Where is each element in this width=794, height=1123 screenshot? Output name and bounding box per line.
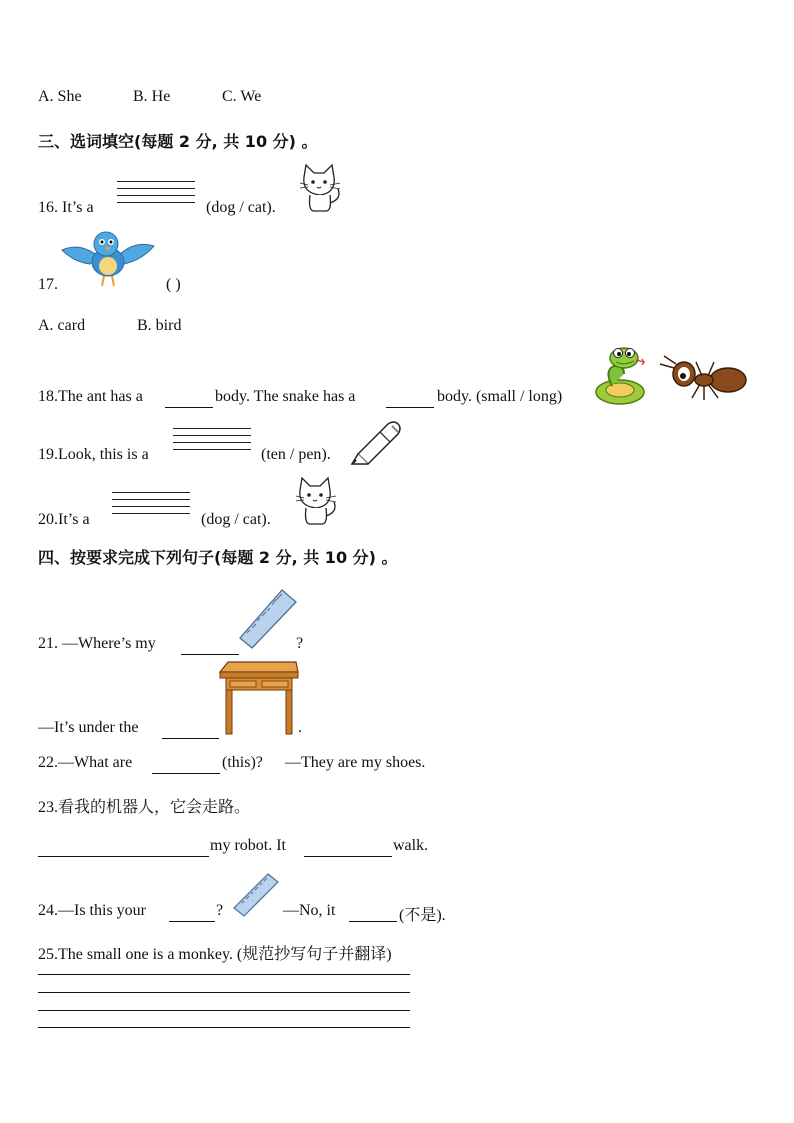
q22-part1: 22.—What are <box>38 754 133 771</box>
q21-blank-1[interactable] <box>181 653 239 655</box>
cat-icon <box>292 476 340 526</box>
q19-prefix: 19.Look, this is a <box>38 446 149 463</box>
section-3-title: 三、选词填空(每题 2 分, 共 10 分) 。 <box>38 132 318 151</box>
q16-writing-lines[interactable] <box>117 181 195 209</box>
q24-part4: (不是). <box>399 907 446 924</box>
q24-blank-2[interactable] <box>349 920 397 922</box>
q25-writing-line[interactable] <box>38 992 410 993</box>
q17-option-a: A. card <box>38 317 86 334</box>
q25-writing-line[interactable] <box>38 974 410 975</box>
option-c: C. We <box>222 88 262 105</box>
q20-writing-lines[interactable] <box>112 492 190 520</box>
q20-prefix: 20.It’s a <box>38 511 90 528</box>
ant-icon <box>656 354 748 404</box>
q22-blank[interactable] <box>152 772 220 774</box>
q19-choices: (ten / pen). <box>261 446 331 463</box>
q21-period: . <box>298 719 302 736</box>
q23-blank-1[interactable] <box>38 855 209 857</box>
q17-option-b: B. bird <box>137 317 182 334</box>
q16-choices: (dog / cat). <box>206 199 276 216</box>
q23-part2: walk. <box>393 837 429 854</box>
bird-icon <box>60 230 156 292</box>
q21-blank-2[interactable] <box>162 737 219 739</box>
q18-part3: body. (small / long) <box>437 388 563 405</box>
q25-writing-line[interactable] <box>38 1010 410 1011</box>
desk-icon <box>218 660 300 736</box>
section-4-title: 四、按要求完成下列句子(每题 2 分, 共 10 分) 。 <box>38 548 398 567</box>
q18-part2: body. The snake has a <box>215 388 356 405</box>
q17-number: 17. <box>38 276 58 293</box>
q25-writing-line[interactable] <box>38 1027 410 1028</box>
ruler-icon <box>232 872 280 918</box>
q19-writing-lines[interactable] <box>173 428 251 456</box>
q17-answer-paren[interactable]: ( ) <box>166 276 181 293</box>
q22-part3: —They are my shoes. <box>285 754 426 771</box>
ruler-icon <box>238 588 298 650</box>
q20-choices: (dog / cat). <box>201 511 271 528</box>
q23-part1: my robot. It <box>210 837 286 854</box>
cat-icon <box>296 163 344 213</box>
option-b: B. He <box>133 88 171 105</box>
q23-chinese: 23.看我的机器人，它会走路。 <box>38 799 251 816</box>
q18-blank-2[interactable] <box>386 406 434 408</box>
q21-question-mark: ? <box>296 635 304 652</box>
q21-line1: 21. —Where’s my <box>38 635 156 652</box>
q18-part1: 18.The ant has a <box>38 388 143 405</box>
q24-part3: —No, it <box>283 902 336 919</box>
q22-part2: (this)? <box>222 754 263 771</box>
q24-blank-1[interactable] <box>169 920 215 922</box>
option-a: A. She <box>38 88 82 105</box>
q25-text: 25.The small one is a monkey. (规范抄写句子并翻译) <box>38 946 392 963</box>
q18-blank-1[interactable] <box>165 406 213 408</box>
q24-part1: 24.—Is this your <box>38 902 146 919</box>
snake-icon <box>594 346 650 406</box>
q21-line2: —It’s under the <box>38 719 139 736</box>
q23-blank-2[interactable] <box>304 855 392 857</box>
q16-prefix: 16. It’s a <box>38 199 94 216</box>
pen-icon <box>350 418 404 466</box>
q24-qmark: ? <box>216 902 224 919</box>
